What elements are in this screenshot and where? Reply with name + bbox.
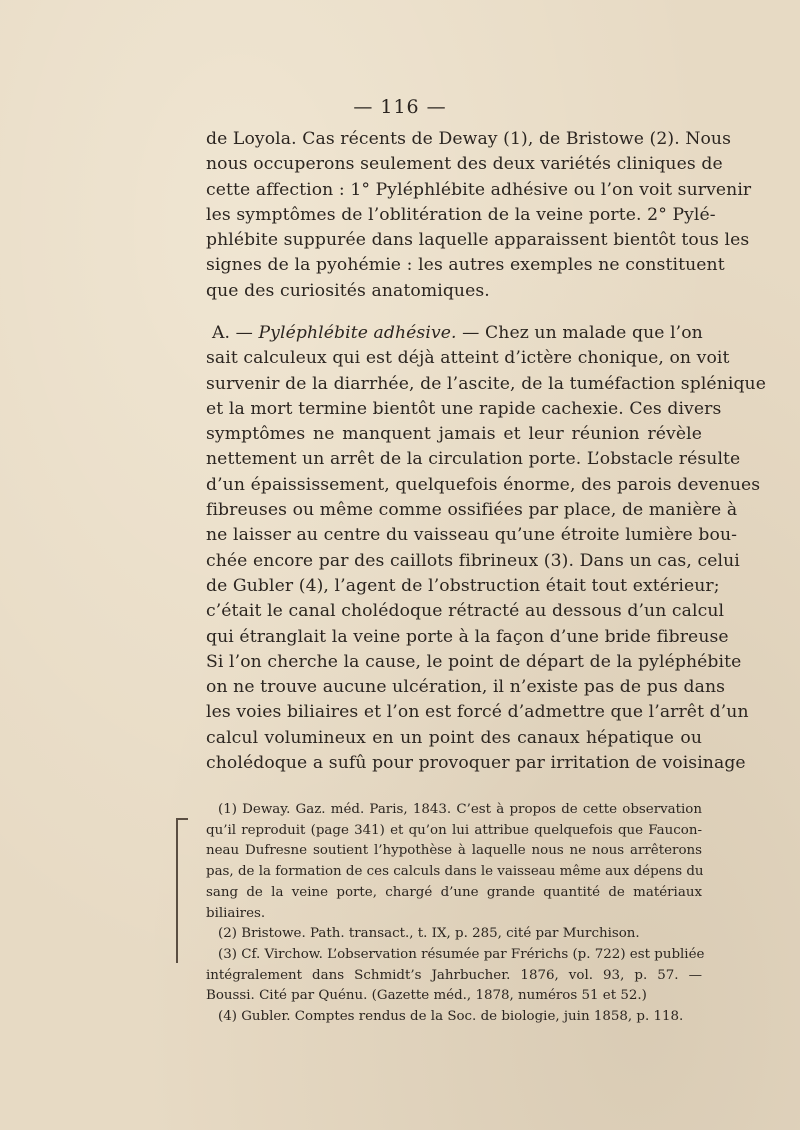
text-line: les symptômes de l’oblitération de la veine porte. 2° Pylé-	[206, 204, 716, 225]
footnote-line: sang de la veine porte, chargé d’une grande quantité de matériaux	[206, 884, 702, 900]
footnote-line: qu’il reproduit (page 341) et qu’on lui attribue quelquefois que Faucon-	[206, 822, 702, 838]
section-title: Pyléphlébite adhésive.	[258, 323, 457, 343]
text-line: les voies biliaires et l’on est forcé d’admettre que l’arrêt d’un	[206, 702, 749, 723]
text-line: fibreuses ou même comme ossifiées par place, de manière à	[206, 500, 738, 521]
text-line: calcul volumineux en un point des canaux hépatique ou	[206, 727, 702, 748]
text-line: survenir de la diarrhée, de l’ascite, de la tuméfaction splénique	[206, 373, 766, 394]
text-line: de Gubler (4), l’agent de l’obstruction était tout extérieur;	[206, 575, 720, 596]
footnote-line: (2) Bristowe. Path. transact., t. IX, p. 285, cité par Murchison.	[218, 926, 640, 942]
text-line: symptômes ne manquent jamais et leur réunion révèle	[206, 424, 702, 445]
text-line: qui étranglait la veine porte à la façon d’une bride fibreuse	[206, 626, 729, 647]
text-line: chée encore par des caillots fibrineux (3). Dans un cas, celui	[206, 550, 740, 571]
text-line: signes de la pyohémie : les autres exemples ne constituent	[206, 255, 725, 276]
footnote-line: Boussi. Cité par Quénu. (Gazette méd., 1878, numéros 51 et 52.)	[206, 988, 647, 1004]
text-line: de Loyola. Cas récents de Deway (1), de Bristowe (2). Nous	[206, 129, 731, 149]
section-first-line-rest: — Chez un malade que l’on	[462, 323, 703, 343]
text-line: nous occuperons seulement des deux variétés cliniques de	[206, 154, 723, 175]
text-line: cholédoque a sufû pour provoquer par irritation de voisinage	[206, 753, 746, 774]
paragraph-2	[206, 321, 766, 776]
text-line: phlébite suppurée dans laquelle apparaissent bientôt tous les	[206, 230, 750, 251]
footnote-margin-rule	[176, 818, 178, 963]
paragraph-1	[206, 127, 752, 304]
text-line: ne laisser au centre du vaisseau qu’une étroite lumière bou-	[206, 525, 738, 546]
text-line: cette affection : 1° Pyléphlébite adhésive ou l’on voit survenir	[206, 179, 752, 200]
footnote-line: neau Dufresne soutient l’hypothèse à laquelle nous ne nous arrêterons	[206, 843, 702, 859]
text-line: sait calculeux qui est déjà atteint d’ictère chonique, on voit	[206, 348, 730, 369]
footnote-line: intégralement dans Schmidt’s Jahrbucher. 1876, vol. 93, p. 57. —	[206, 967, 702, 983]
text-line: que des curiosités anatomiques.	[206, 280, 490, 301]
footnote-line: (1) Deway. Gaz. méd. Paris, 1843. C’est à propos de cette observation	[218, 802, 702, 817]
text-line: c’était le canal cholédoque rétracté au dessous d’un calcul	[206, 601, 725, 622]
text-line: nettement un arrêt de la circulation porte. L’obstacle résulte	[206, 449, 741, 470]
footnote-line: (3) Cf. Virchow. L’observation résumée par Frérichs (p. 722) est publiée	[218, 946, 705, 962]
text-line: on ne trouve aucune ulcération, il n’existe pas de pus dans	[206, 677, 726, 698]
page-number: — 116 —	[353, 96, 447, 118]
text-line: Si l’on cherche la cause, le point de départ de la pyléphébite	[206, 651, 742, 672]
text-line: d’un épaississement, quelquefois énorme, des parois devenues	[206, 474, 761, 495]
section-heading-line	[206, 321, 702, 346]
footnote-line: (4) Gubler. Comptes rendus de la Soc. de biologie, juin 1858, p. 118.	[218, 1009, 684, 1025]
footnote-line: pas, de la formation de ces calculs dans le vaisseau même aux dépens du	[206, 864, 704, 880]
footnotes	[206, 800, 705, 1028]
text-line: et la mort termine bientôt une rapide cachexie. Ces divers	[206, 398, 722, 419]
footnote-line: biliaires.	[206, 905, 266, 921]
footnote-rule-tick	[176, 818, 188, 820]
section-lead: A. —	[212, 323, 253, 343]
